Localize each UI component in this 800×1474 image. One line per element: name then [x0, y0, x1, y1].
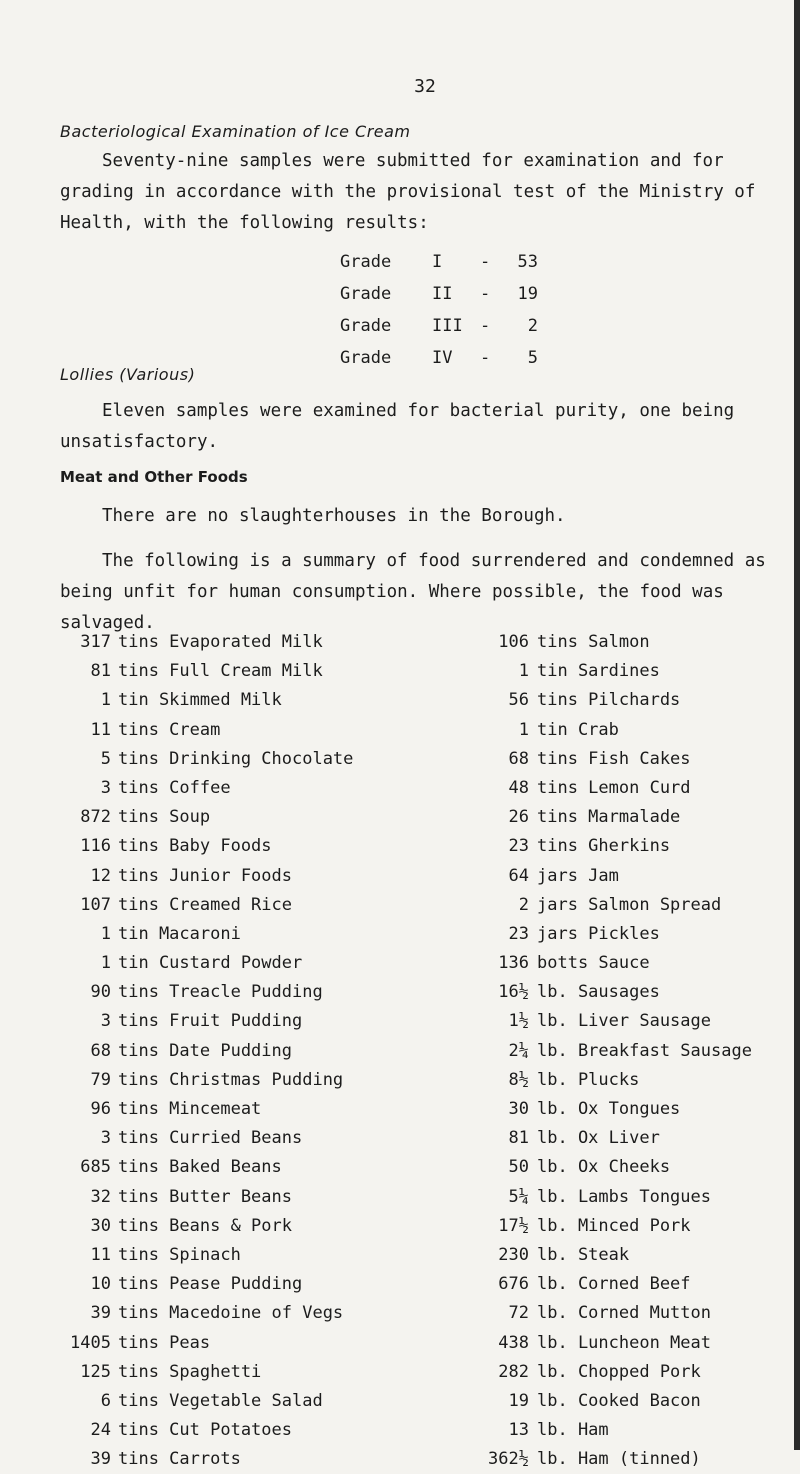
- left-item: tins Evaporated Milk: [118, 632, 323, 652]
- lollies-paragraph: Eleven samples were examined for bacterial purity, one being unsatisfactory.: [60, 401, 735, 452]
- left-quantity: 1: [100, 690, 111, 711]
- left-quantity: 24: [90, 1420, 111, 1441]
- right-quantity: 13: [508, 1420, 529, 1441]
- right-item: lb. Ox Tongues: [537, 1099, 681, 1119]
- food-row: [0, 628, 800, 657]
- left-quantity: 39: [90, 1449, 111, 1470]
- left-quantity: 79: [90, 1069, 111, 1090]
- right-quantity: 23: [508, 836, 529, 857]
- food-row: [0, 657, 800, 686]
- left-quantity: 685: [80, 1157, 111, 1178]
- left-quantity: 32: [90, 1186, 111, 1207]
- right-quantity: 2¼: [508, 1040, 529, 1061]
- right-item: tins Marmalade: [537, 807, 681, 828]
- grade-level: IV: [432, 348, 453, 368]
- right-item: tins Lemon Curd: [537, 777, 691, 798]
- food-row: [0, 1037, 800, 1066]
- left-quantity: 3: [100, 777, 111, 798]
- grade-label: Grade: [340, 348, 392, 368]
- right-quantity: 68: [508, 748, 529, 769]
- grade-level: I: [432, 252, 443, 272]
- left-item: tins Christmas Pudding: [118, 1069, 344, 1090]
- left-item: tins Spinach: [118, 1244, 241, 1265]
- left-item: tins Full Cream Milk: [118, 661, 323, 682]
- left-quantity: 1: [100, 953, 111, 974]
- right-item: lb. Ox Liver: [537, 1128, 660, 1149]
- left-item: tins Peas: [118, 1332, 211, 1353]
- right-item: tins Salmon: [537, 632, 650, 652]
- left-quantity: 1405: [70, 1332, 111, 1353]
- food-row: [0, 1066, 800, 1095]
- grade-row: [340, 278, 538, 310]
- left-item: tins Creamed Rice: [118, 894, 292, 915]
- grade-count: 5: [527, 348, 538, 368]
- right-quantity: 26: [508, 807, 529, 828]
- grade-row: [340, 310, 538, 342]
- grade-label: Grade: [340, 252, 392, 272]
- right-quantity: 72: [508, 1303, 529, 1324]
- food-row: [0, 978, 800, 1007]
- food-row: [0, 862, 800, 891]
- grades-table: [340, 246, 538, 374]
- right-item: lb. Chopped Pork: [537, 1361, 701, 1382]
- right-quantity: 1: [518, 661, 529, 682]
- right-quantity: 8½: [508, 1069, 529, 1090]
- food-row: [0, 891, 800, 920]
- right-quantity: 81: [508, 1128, 529, 1149]
- right-item: jars Salmon Spread: [537, 894, 722, 915]
- right-item: lb. Ox Cheeks: [537, 1157, 671, 1178]
- left-quantity: 5: [100, 748, 111, 769]
- left-item: tins Mincemeat: [118, 1099, 262, 1119]
- food-row: [0, 1270, 800, 1299]
- left-item: tins Macedoine of Vegs: [118, 1303, 344, 1324]
- left-item: tins Drinking Chocolate: [118, 748, 354, 769]
- grade-row: [340, 342, 538, 374]
- grade-level: III: [432, 316, 463, 336]
- left-item: tins Beans & Pork: [118, 1215, 292, 1236]
- food-row: [0, 745, 800, 774]
- food-row: [0, 920, 800, 949]
- food-row: [0, 1153, 800, 1182]
- left-quantity: 11: [90, 719, 111, 740]
- left-quantity: 3: [100, 1011, 111, 1032]
- right-quantity: 50: [508, 1157, 529, 1178]
- left-quantity: 30: [90, 1215, 111, 1236]
- left-item: tins Pease Pudding: [118, 1274, 303, 1295]
- left-quantity: 90: [90, 982, 111, 1003]
- left-item: tin Macaroni: [118, 923, 241, 944]
- food-row: [0, 1183, 800, 1212]
- right-item: lb. Cooked Bacon: [537, 1390, 701, 1411]
- left-item: tins Carrots: [118, 1449, 241, 1470]
- left-item: tin Custard Powder: [118, 953, 303, 974]
- left-quantity: 125: [80, 1361, 111, 1382]
- food-row: [0, 1095, 800, 1124]
- grade-row: [340, 246, 538, 278]
- left-item: tins Curried Beans: [118, 1128, 303, 1149]
- right-item: lb. Ham (tinned): [537, 1449, 701, 1470]
- right-item: tins Fish Cakes: [537, 748, 691, 769]
- grade-level: II: [432, 284, 453, 304]
- left-quantity: 68: [90, 1040, 111, 1061]
- right-quantity: 56: [508, 690, 529, 711]
- left-quantity: 3: [100, 1128, 111, 1149]
- grade-dash: -: [480, 316, 491, 336]
- right-item: lb. Sausages: [537, 982, 660, 1003]
- right-item: lb. Lambs Tongues: [537, 1186, 711, 1207]
- right-item: lb. Luncheon Meat: [537, 1332, 711, 1353]
- food-row: [0, 1329, 800, 1358]
- food-row: [0, 716, 800, 745]
- right-item: botts Sauce: [537, 953, 650, 974]
- food-row: [0, 1416, 800, 1445]
- right-item: tin Sardines: [537, 661, 660, 682]
- right-item: lb. Minced Pork: [537, 1215, 691, 1236]
- left-quantity: 872: [80, 807, 111, 828]
- right-item: lb. Corned Beef: [537, 1274, 691, 1295]
- right-item: lb. Ham: [537, 1420, 609, 1441]
- right-item: lb. Corned Mutton: [537, 1303, 711, 1324]
- left-item: tins Treacle Pudding: [118, 982, 323, 1003]
- grade-count: 19: [517, 284, 538, 304]
- right-item: lb. Steak: [537, 1244, 630, 1265]
- right-item: lb. Liver Sausage: [537, 1011, 711, 1032]
- grade-dash: -: [480, 348, 491, 368]
- left-item: tins Vegetable Salad: [118, 1390, 323, 1411]
- food-row: [0, 1212, 800, 1241]
- food-row: [0, 774, 800, 803]
- ice-cream-paragraph: Seventy-nine samples were submitted for examination and for grading in accordance with the provisional test of the Ministry of Health, with the following results:: [60, 151, 756, 233]
- food-row: [0, 803, 800, 832]
- right-quantity: 230: [498, 1244, 529, 1265]
- right-quantity: 438: [498, 1332, 529, 1353]
- left-item: tins Butter Beans: [118, 1186, 292, 1207]
- food-row: [0, 1124, 800, 1153]
- left-item: tins Baked Beans: [118, 1157, 282, 1178]
- right-quantity: 106: [498, 632, 529, 652]
- grade-count: 53: [517, 252, 538, 272]
- left-item: tins Fruit Pudding: [118, 1011, 303, 1032]
- food-row: [0, 832, 800, 861]
- left-quantity: 317: [80, 632, 111, 652]
- ice-cream-heading: Bacteriological Examination of Ice Cream: [60, 122, 411, 141]
- right-quantity: 48: [508, 777, 529, 798]
- food-list: [0, 628, 800, 1474]
- left-item: tins Junior Foods: [118, 865, 292, 886]
- left-quantity: 10: [90, 1274, 111, 1295]
- right-item: lb. Breakfast Sausage: [537, 1040, 752, 1061]
- left-quantity: 107: [80, 894, 111, 915]
- left-item: tins Coffee: [118, 777, 231, 798]
- right-item: tin Crab: [537, 719, 619, 740]
- left-item: tins Cut Potatoes: [118, 1420, 292, 1441]
- left-quantity: 96: [90, 1099, 111, 1119]
- left-quantity: 39: [90, 1303, 111, 1324]
- grade-label: Grade: [340, 316, 392, 336]
- food-row: [0, 686, 800, 715]
- right-quantity: 5¼: [508, 1186, 529, 1207]
- meat-paragraph-1: There are no slaughterhouses in the Borough.: [102, 506, 566, 526]
- meat-heading: Meat and Other Foods: [60, 468, 248, 486]
- right-quantity: 2: [518, 894, 529, 915]
- food-row: [0, 949, 800, 978]
- right-item: jars Jam: [537, 865, 619, 886]
- page-number: 32: [414, 76, 436, 97]
- left-item: tins Spaghetti: [118, 1361, 262, 1382]
- left-item: tin Skimmed Milk: [118, 690, 282, 711]
- right-quantity: 64: [508, 865, 529, 886]
- left-quantity: 12: [90, 865, 111, 886]
- right-quantity: 676: [498, 1274, 529, 1295]
- grade-dash: -: [480, 284, 491, 304]
- right-quantity: 17½: [498, 1215, 529, 1236]
- lollies-heading: Lollies (Various): [60, 365, 196, 384]
- food-row: [0, 1299, 800, 1328]
- right-quantity: 136: [498, 953, 529, 974]
- food-row: [0, 1358, 800, 1387]
- right-quantity: 23: [508, 923, 529, 944]
- grade-label: Grade: [340, 284, 392, 304]
- left-quantity: 1: [100, 923, 111, 944]
- meat-paragraph-2: The following is a summary of food surrendered and condemned as being unfit for human consumption. Where possible, the food was salvaged.: [60, 551, 766, 633]
- left-item: tins Date Pudding: [118, 1040, 292, 1061]
- right-item: lb. Plucks: [537, 1069, 640, 1090]
- right-quantity: 30: [508, 1099, 529, 1119]
- right-quantity: 16½: [498, 982, 529, 1003]
- food-row: [0, 1387, 800, 1416]
- right-item: tins Pilchards: [537, 690, 681, 711]
- grade-count: 2: [527, 316, 538, 336]
- right-quantity: 1½: [508, 1011, 529, 1032]
- right-quantity: 19: [508, 1390, 529, 1411]
- grade-dash: -: [480, 252, 491, 272]
- left-quantity: 6: [100, 1390, 111, 1411]
- right-item: tins Gherkins: [537, 836, 671, 857]
- right-quantity: 1: [518, 719, 529, 740]
- right-item: jars Pickles: [537, 923, 660, 944]
- left-quantity: 11: [90, 1244, 111, 1265]
- left-item: tins Cream: [118, 719, 221, 740]
- right-quantity: 362½: [488, 1449, 529, 1470]
- left-quantity: 81: [90, 661, 111, 682]
- left-item: tins Baby Foods: [118, 836, 272, 857]
- left-item: tins Soup: [118, 807, 211, 828]
- food-row: [0, 1241, 800, 1270]
- left-quantity: 116: [80, 836, 111, 857]
- food-row: [0, 1007, 800, 1036]
- right-quantity: 282: [498, 1361, 529, 1382]
